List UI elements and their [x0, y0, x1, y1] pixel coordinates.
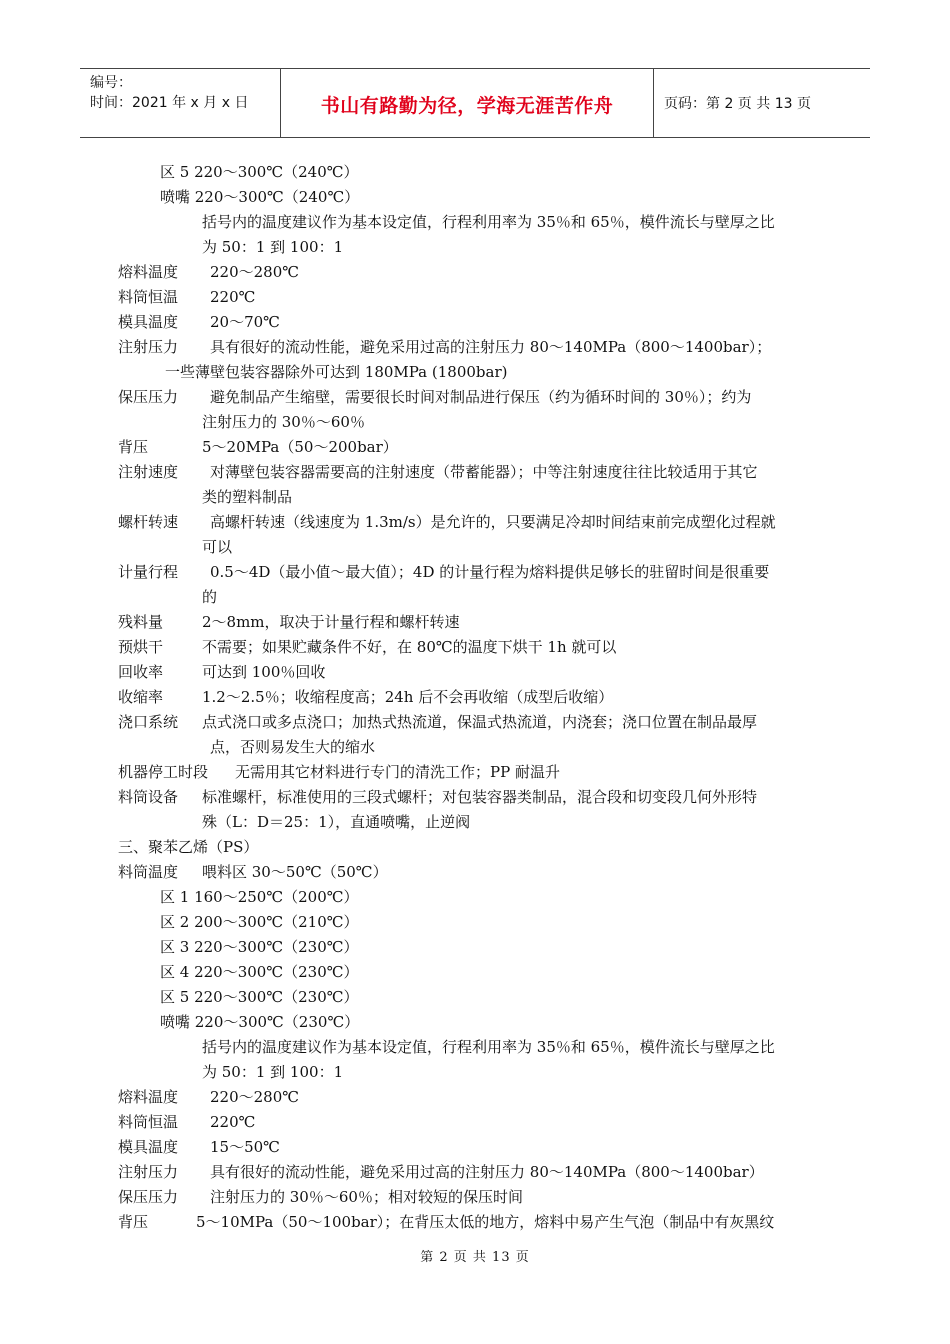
field-label: 注射速度	[118, 463, 179, 481]
text-line: 为 50：1 到 100：1	[202, 1063, 344, 1081]
motto-text: 书山有路勤为径，学海无涯苦作舟	[320, 95, 614, 117]
field-label: 预烘干	[118, 638, 164, 656]
text-line: 类的塑料制品	[202, 488, 293, 506]
field-value: 具有很好的流动性能，避免采用过高的注射压力 80～140MPa（800～1400bar）	[210, 1163, 764, 1181]
field-label: 料筒温度	[118, 863, 179, 881]
text-line: 点，否则易发生大的缩水	[210, 738, 376, 756]
field-label: 料筒恒温	[118, 288, 179, 306]
field-value: 5～10MPa（50～100bar）；在背压太低的地方，熔料中易产生气泡（制品中有灰黑纹	[196, 1213, 775, 1231]
field-label: 残料量	[118, 613, 164, 631]
field-value: 220～280℃	[210, 1088, 300, 1106]
field-value: 可达到 100％回收	[202, 663, 326, 681]
text-line: 区 2 200～300℃（210℃）	[160, 913, 359, 931]
field-value: 喂料区 30～50℃（50℃）	[202, 863, 388, 881]
field-label: 计量行程	[118, 563, 179, 581]
text-line: 注射压力的 30％～60％	[202, 413, 365, 431]
field-label: 模具温度	[118, 313, 179, 331]
text-line: 可以	[202, 538, 233, 556]
time-label: 时间：2021 年 x 月 x 日	[90, 95, 249, 111]
field-label: 收缩率	[118, 688, 164, 706]
page-footer: 第 2 页 共 13 页	[420, 1250, 530, 1265]
field-value: 1.2～2.5％；收缩程度高；24h 后不会再收缩（成型后收缩）	[202, 688, 614, 706]
field-value: 对薄壁包装容器需要高的注射速度（带蓄能器）；中等注射速度往往比较适用于其它	[210, 463, 758, 481]
header-meta-cell	[80, 69, 281, 137]
text-line: 喷嘴 220～300℃（230℃）	[160, 1013, 360, 1031]
field-label: 机器停工时段	[118, 763, 209, 781]
field-value: 2～8mm，取决于计量行程和螺杆转速	[202, 613, 460, 631]
field-label: 背压	[118, 1213, 149, 1231]
field-label: 注射压力	[118, 338, 179, 356]
header-table	[80, 68, 870, 138]
field-label: 料筒设备	[118, 788, 179, 806]
field-value: 220℃	[210, 288, 256, 306]
field-label: 浇口系统	[118, 713, 179, 731]
text-line: 三、聚苯乙烯（PS）	[118, 838, 259, 856]
text-line: 区 3 220～300℃（230℃）	[160, 938, 359, 956]
text-line: 区 5 220～300℃（230℃）	[160, 988, 359, 1006]
field-label: 保压压力	[118, 388, 179, 406]
field-value: 标准螺杆，标准使用的三段式螺杆；对包装容器类制品，混合段和切变段几何外形特	[202, 788, 758, 806]
field-label: 熔料温度	[118, 263, 179, 281]
text-line: 为 50：1 到 100：1	[202, 238, 344, 256]
text-line: 殊（L：D＝25：1），直通喷嘴，止逆阀	[202, 813, 471, 831]
number-label: 编号：	[90, 75, 132, 91]
field-value: 不需要；如果贮藏条件不好，在 80℃的温度下烘干 1h 就可以	[202, 638, 617, 656]
field-value: 20～70℃	[210, 313, 280, 331]
text-line: 的	[202, 588, 218, 606]
field-value: 无需用其它材料进行专门的清洗工作；PP 耐温升	[235, 763, 560, 781]
field-label: 回收率	[118, 663, 164, 681]
text-line: 区 1 160～250℃（200℃）	[160, 888, 359, 906]
field-label: 模具温度	[118, 1138, 179, 1156]
field-label: 螺杆转速	[118, 513, 179, 531]
field-label: 背压	[118, 438, 149, 456]
field-value: 高螺杆转速（线速度为 1.3m/s）是允许的，只要满足冷却时间结束前完成塑化过程就	[210, 513, 776, 531]
field-value: 注射压力的 30％～60％；相对较短的保压时间	[210, 1188, 523, 1206]
text-line: 区 5 220～300℃（240℃）	[160, 163, 359, 181]
field-label: 保压压力	[118, 1188, 179, 1206]
field-label: 注射压力	[118, 1163, 179, 1181]
text-line: 一些薄壁包装容器除外可达到 180MPa (1800bar)	[165, 363, 508, 381]
text-line: 喷嘴 220～300℃（240℃）	[160, 188, 360, 206]
field-value: 具有很好的流动性能，避免采用过高的注射压力 80～140MPa（800～1400bar）；	[210, 338, 772, 356]
text-line: 区 4 220～300℃（230℃）	[160, 963, 359, 981]
field-value: 220～280℃	[210, 263, 300, 281]
field-label: 料筒恒温	[118, 1113, 179, 1131]
text-line: 括号内的温度建议作为基本设定值，行程利用率为 35％和 65％，模件流长与壁厚之比	[202, 213, 775, 231]
field-value: 点式浇口或多点浇口；加热式热流道，保温式热流道，内浇套；浇口位置在制品最厚	[202, 713, 758, 731]
field-value: 15～50℃	[210, 1138, 280, 1156]
field-value: 0.5～4D（最小值～最大值）；4D 的计量行程为熔料提供足够长的驻留时间是很重要	[210, 563, 770, 581]
header-motto-cell	[281, 69, 654, 137]
field-label: 熔料温度	[118, 1088, 179, 1106]
text-line: 括号内的温度建议作为基本设定值，行程利用率为 35％和 65％，模件流长与壁厚之比	[202, 1038, 775, 1056]
field-value: 5～20MPa（50～200bar）	[202, 438, 398, 456]
page-info: 页码：第 2 页 共 13 页	[664, 96, 811, 112]
field-value: 避免制品产生缩壁，需要很长时间对制品进行保压（约为循环时间的 30％）；约为	[210, 388, 752, 406]
field-value: 220℃	[210, 1113, 256, 1131]
